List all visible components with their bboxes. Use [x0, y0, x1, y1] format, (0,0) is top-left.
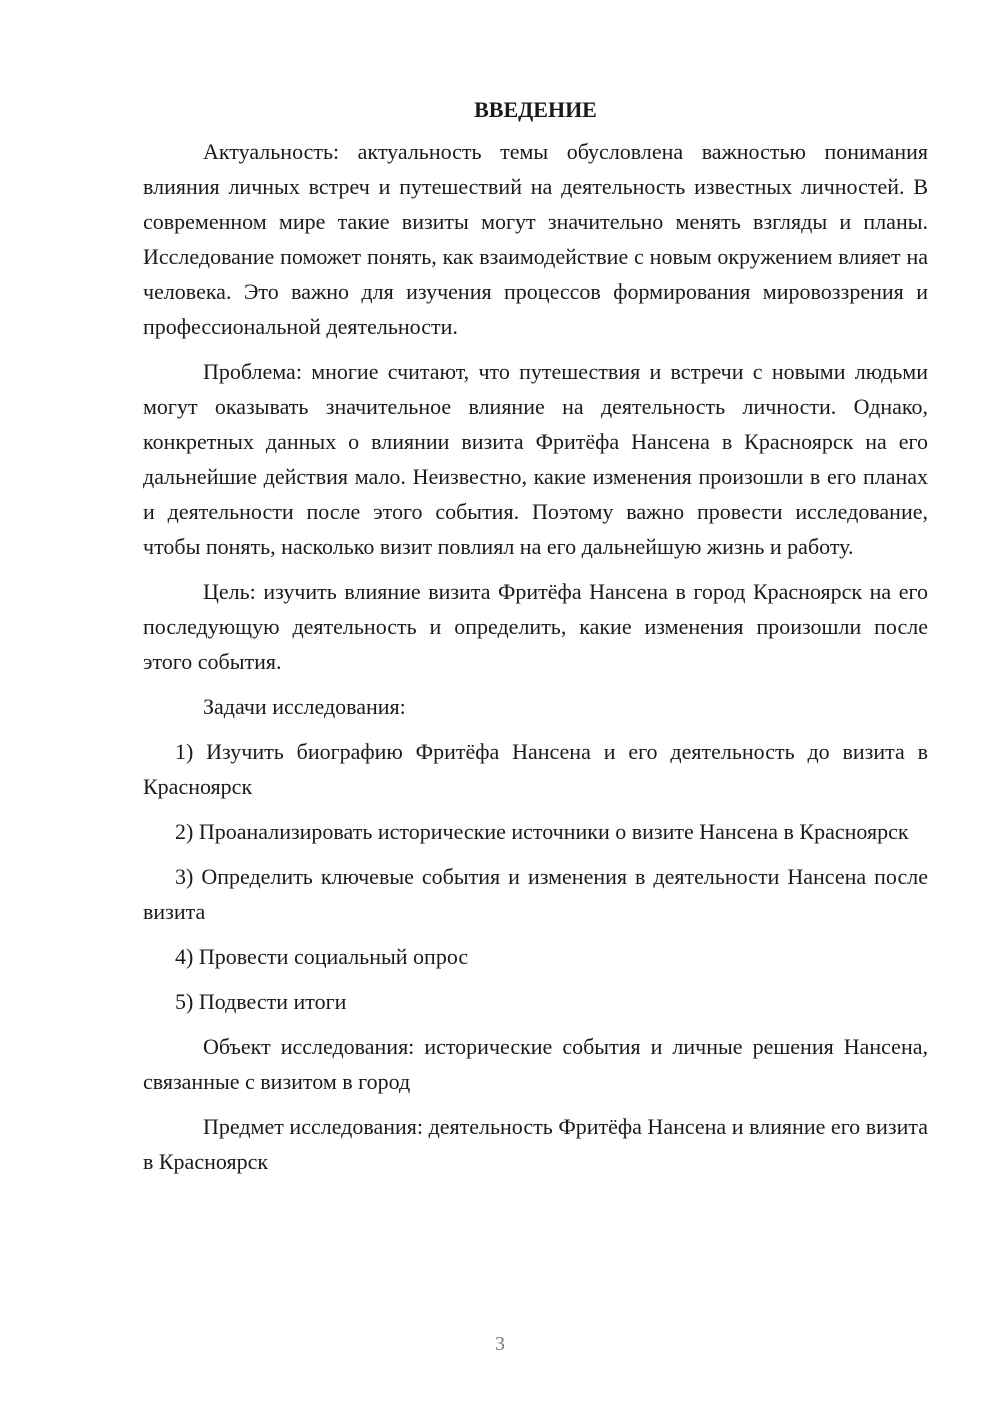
page-number: 3: [495, 1333, 505, 1355]
problem-paragraph: Проблема: многие считают, что путешествия и встречи с новыми людьми могут оказывать значительное влияние на деятельность личности. Однако, конкретных данных о влиянии визита Фритёфа Нансена в Красноярск на его дальнейшие действия мало. Неизвестно, какие изменения произошли в его планах и деятельности после этого события. Поэтому важно провести исследование, чтобы понять, насколько визит повлиял на его дальнейшую жизнь и работу.: [143, 359, 928, 559]
relevance-paragraph: Актуальность: актуальность темы обусловлена важностью понимания влияния личных встреч и путешествий на деятельность известных личностей. В современном мире такие визиты могут значительно менять взгляды и планы. Исследование поможет понять, как взаимодействие с новым окружением влияет на человека. Это важно для изучения процессов формирования мировоззрения и профессиональной деятельности.: [143, 139, 928, 339]
subject-paragraph: Предмет исследования: деятельность Фритёфа Нансена и влияние его визита в Красноярск: [143, 1114, 928, 1174]
document-page: [143, 92, 928, 1189]
task-item-5: 5) Подвести итоги: [175, 989, 347, 1014]
object-paragraph: Объект исследования: исторические события и личные решения Нансена, связанные с визитом в город: [143, 1034, 928, 1094]
task-item-3: 3) Определить ключевые события и изменения в деятельности Нансена после визита: [143, 864, 928, 924]
task-item-2: 2) Проанализировать исторические источники о визите Нансена в Красноярск: [175, 819, 909, 844]
goal-paragraph: Цель: изучить влияние визита Фритёфа Нансена в город Красноярск на его последующую деятельность и определить, какие изменения произошли после этого события.: [143, 579, 928, 674]
task-item-4: 4) Провести социальный опрос: [175, 944, 469, 969]
task-item-1: 1) Изучить биографию Фритёфа Нансена и его деятельность до визита в Красноярск: [143, 739, 928, 799]
tasks-heading: Задачи исследования:: [203, 694, 406, 719]
section-heading: ВВЕДЕНИЕ: [474, 97, 597, 122]
